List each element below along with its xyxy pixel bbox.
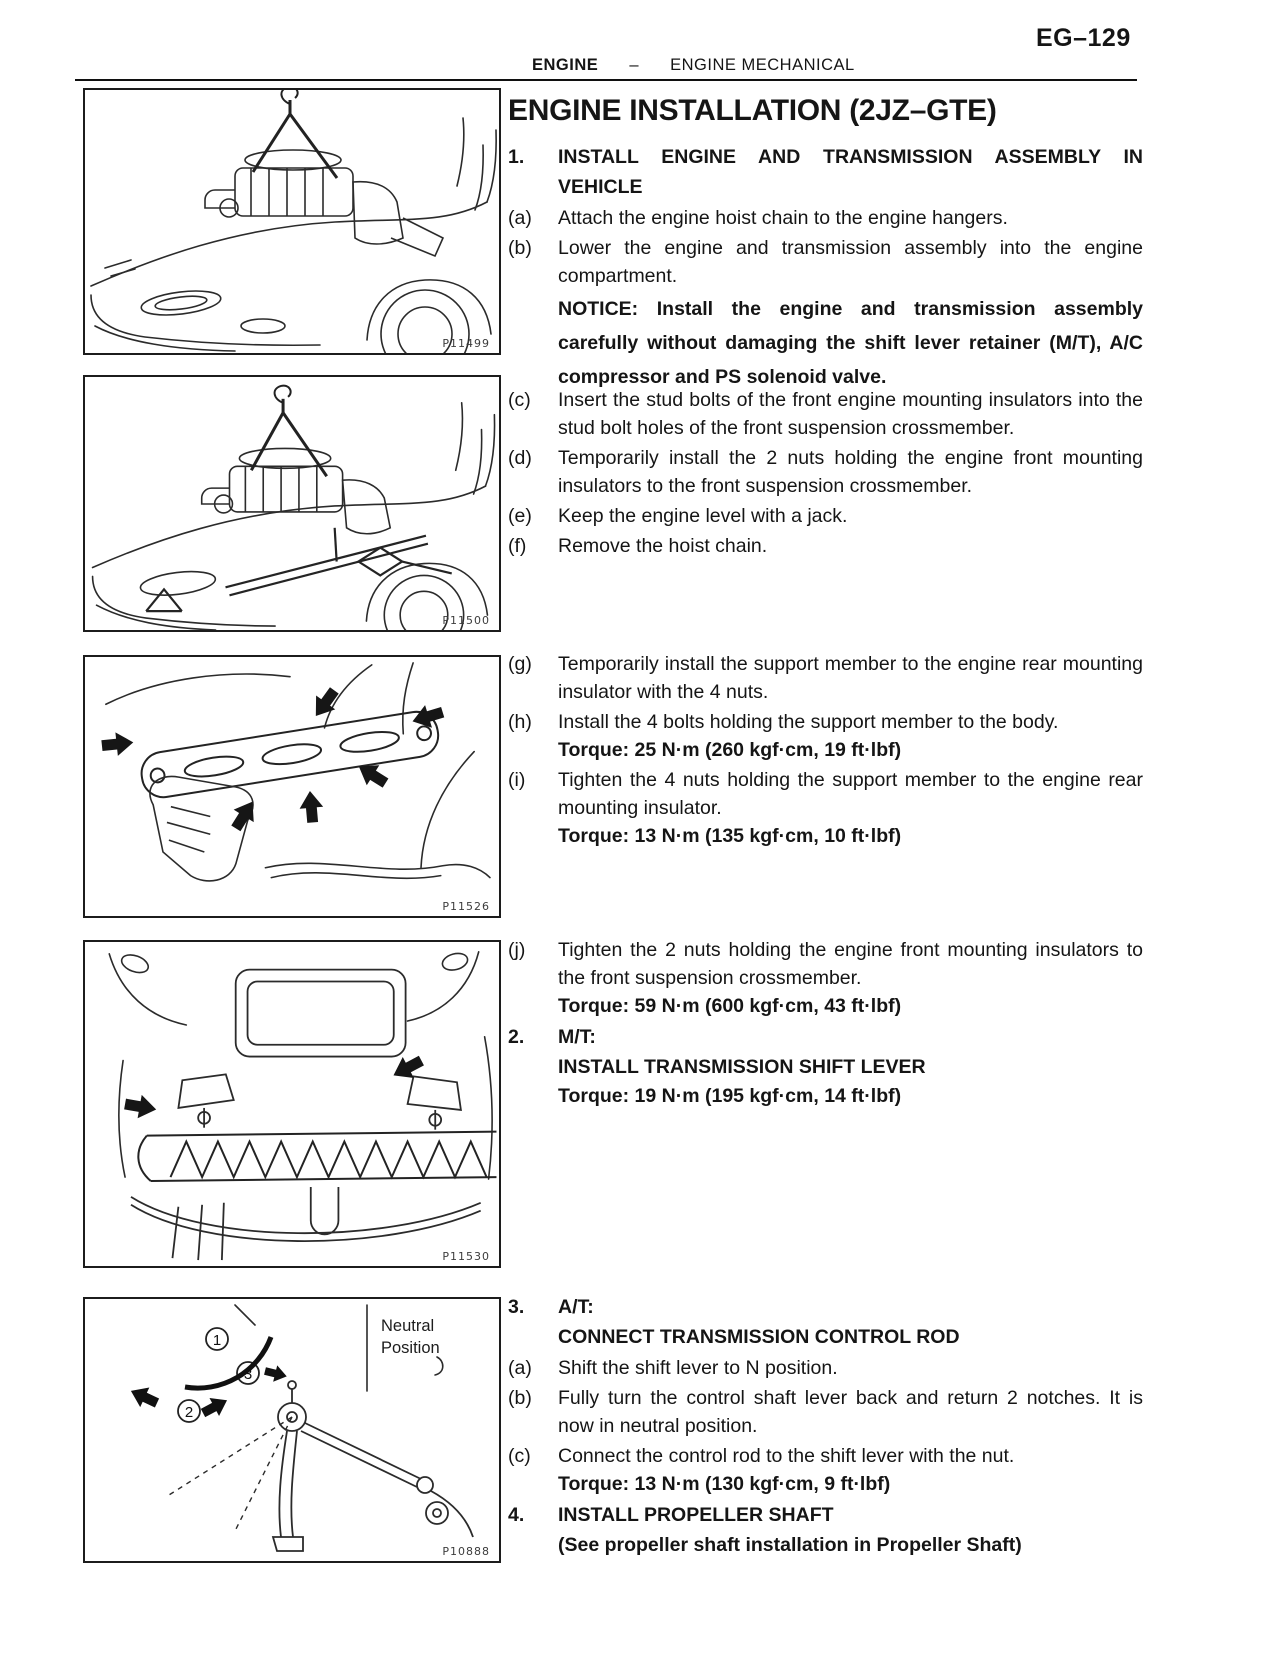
substep-label: (c): [508, 1445, 531, 1467]
step-heading-line2: (See propeller shaft installation in Propeller Shaft): [558, 1534, 1022, 1556]
hoist-chain: [251, 386, 326, 477]
crossmember-truss: [138, 1132, 496, 1181]
substep-text: [558, 936, 1143, 1020]
substep-label: (g): [508, 653, 532, 675]
step-1: [508, 142, 1143, 202]
figure-code: P10888: [442, 1545, 490, 1558]
substep-label: (b): [508, 1387, 532, 1409]
substep-d: [508, 444, 1143, 500]
substep-f: [508, 532, 1143, 560]
step-number: 1.: [508, 146, 525, 168]
support-member: [138, 709, 441, 801]
car-front-outline: [93, 403, 495, 630]
page-number: EG–129: [1036, 24, 1131, 52]
substep-text: Temporarily install the support member to the engine rear mounting insulator with the 4 nuts.: [558, 653, 1143, 703]
section-mounting: [508, 386, 1143, 562]
substep-body: Tighten the 4 nuts holding the support member to the engine rear mounting insulator.: [558, 769, 1143, 819]
rotation-arrows: [126, 1337, 288, 1422]
svg-text:2: 2: [184, 1404, 194, 1421]
figure-crossmember: [83, 940, 501, 1268]
figure-4-illustration: [85, 942, 499, 1266]
substep-a: [508, 204, 1143, 232]
step-heading-line1: M/T:: [558, 1026, 596, 1048]
substep-label: (i): [508, 769, 526, 791]
hoist-chain: [253, 90, 337, 178]
substep-e: [508, 502, 1143, 530]
step-heading: [558, 1292, 1143, 1352]
figure-engine-hoist: [83, 88, 501, 355]
step-2: [508, 1022, 1143, 1110]
torque-spec: Torque: 13 N·m (130 kgf·cm, 9 ft·lbf): [558, 1473, 891, 1495]
substep-c: [508, 386, 1143, 442]
substep-label: (c): [508, 389, 531, 411]
substep-text: [558, 708, 1143, 764]
figure-5-illustration: [85, 1299, 499, 1561]
engine-assembly: [205, 150, 443, 256]
svg-text:1: 1: [212, 1332, 222, 1349]
step-heading: [558, 1500, 1143, 1560]
step-heading-line1: A/T:: [558, 1296, 594, 1318]
substep-label: (f): [508, 535, 527, 557]
oil-pan: [236, 970, 406, 1057]
substep-body: Tighten the 2 nuts holding the engine front mounting insulators to the front suspension crossmember.: [558, 939, 1143, 989]
notice-text: NOTICE: Install the engine and transmission assembly carefully without damaging the shift lever retainer (M/T), A/C compressor and PS solenoid valve.: [558, 298, 1143, 388]
section-support-member: [508, 650, 1143, 852]
substep-text: Attach the engine hoist chain to the engine hangers.: [558, 207, 1008, 229]
car-front-outline: [91, 118, 496, 353]
step-heading: [558, 1022, 1143, 1110]
substep-label: (j): [508, 939, 526, 961]
bold-arrows: [101, 684, 446, 835]
substep-h: [508, 708, 1143, 764]
figure-support-member: [83, 655, 501, 918]
substep-b2: [508, 1384, 1143, 1440]
torque-spec: Torque: 13 N·m (135 kgf·cm, 10 ft·lbf): [558, 825, 902, 847]
step-4: [508, 1500, 1143, 1560]
substep-label: (b): [508, 237, 532, 259]
section-front-insulators: [508, 936, 1143, 1112]
substep-b: [508, 234, 1143, 290]
construction-lines: [169, 1417, 292, 1531]
substep-j: [508, 936, 1143, 1020]
step-heading-line1: INSTALL PROPELLER SHAFT: [558, 1504, 834, 1526]
svg-text:Neutral: Neutral: [381, 1317, 435, 1335]
substep-label: (a): [508, 1357, 532, 1379]
step-3: [508, 1292, 1143, 1352]
figure-3-illustration: [85, 657, 499, 916]
substep-label: (a): [508, 207, 532, 229]
step-number: 2.: [508, 1026, 525, 1048]
substep-text: [558, 766, 1143, 850]
substep-text: Lower the engine and transmission assembly into the engine compartment.: [558, 237, 1143, 287]
page-title: ENGINE INSTALLATION (2JZ–GTE): [508, 94, 997, 127]
substep-i: [508, 766, 1143, 850]
substep-c2: [508, 1442, 1143, 1498]
section-install-engine: [508, 142, 1143, 396]
engine-mounts: [178, 1074, 461, 1129]
callout-2: [178, 1400, 200, 1422]
substep-text: Shift the shift lever to N position.: [558, 1357, 838, 1379]
step-heading-line2: CONNECT TRANSMISSION CONTROL ROD: [558, 1326, 960, 1348]
sway-bar-and-brackets: [131, 1187, 481, 1260]
neutral-position-label: [381, 1317, 440, 1357]
section-control-rod: [508, 1292, 1143, 1562]
figure-2-illustration: [85, 377, 499, 630]
substep-text: Insert the stud bolts of the front engine mounting insulators into the stud bolt holes of the front suspension crossmember.: [558, 389, 1143, 439]
spacer: [508, 292, 558, 394]
substep-a2: [508, 1354, 1143, 1382]
figure-code: P11526: [442, 900, 490, 913]
figure-neutral-position: [83, 1297, 501, 1563]
substep-body: Install the 4 bolts holding the support member to the body.: [558, 711, 1059, 733]
header-separator: –: [629, 56, 640, 74]
step-number: 4.: [508, 1504, 525, 1526]
substep-text: Keep the engine level with a jack.: [558, 505, 848, 527]
header-rule: [75, 79, 1137, 81]
header-section: ENGINE: [532, 56, 599, 74]
torque-spec: Torque: 25 N·m (260 kgf·cm, 19 ft·lbf): [558, 739, 902, 761]
substep-text: Fully turn the control shaft lever back and return 2 notches. It is now in neutral position.: [558, 1387, 1143, 1437]
figure-code: P11499: [442, 337, 490, 350]
svg-text:Position: Position: [381, 1339, 440, 1357]
header-subsection: ENGINE MECHANICAL: [670, 56, 855, 74]
figure-engine-jack: [83, 375, 501, 632]
callout-1: [206, 1328, 228, 1350]
figure-1-illustration: [85, 90, 499, 353]
wheelhouse-outline: [109, 951, 492, 1179]
substep-label: (d): [508, 447, 532, 469]
step-heading: INSTALL ENGINE AND TRANSMISSION ASSEMBLY IN VEHICLE: [558, 146, 1143, 198]
figure-code: P11530: [442, 1250, 490, 1263]
control-shaft-lever: [273, 1381, 473, 1551]
running-header: [532, 56, 855, 75]
figure-code: P11500: [442, 614, 490, 627]
substep-text: [558, 1442, 1143, 1498]
substep-text: Remove the hoist chain.: [558, 535, 768, 557]
step-heading-line2: INSTALL TRANSMISSION SHIFT LEVER: [558, 1056, 926, 1078]
substep-body: Connect the control rod to the shift lever with the nut.: [558, 1445, 1015, 1467]
svg-text:3: 3: [243, 1366, 253, 1383]
torque-spec: Torque: 19 N·m (195 kgf·cm, 14 ft·lbf): [558, 1085, 902, 1107]
substep-text: Temporarily install the 2 nuts holding the engine front mounting insulators to the front suspension crossmember.: [558, 447, 1143, 497]
substep-label: (h): [508, 711, 532, 733]
bold-arrows: [123, 1050, 427, 1121]
notice-block: [508, 292, 1143, 394]
substep-label: (e): [508, 505, 532, 527]
substep-g: [508, 650, 1143, 706]
step-number: 3.: [508, 1296, 525, 1318]
torque-spec: Torque: 59 N·m (600 kgf·cm, 43 ft·lbf): [558, 995, 902, 1017]
